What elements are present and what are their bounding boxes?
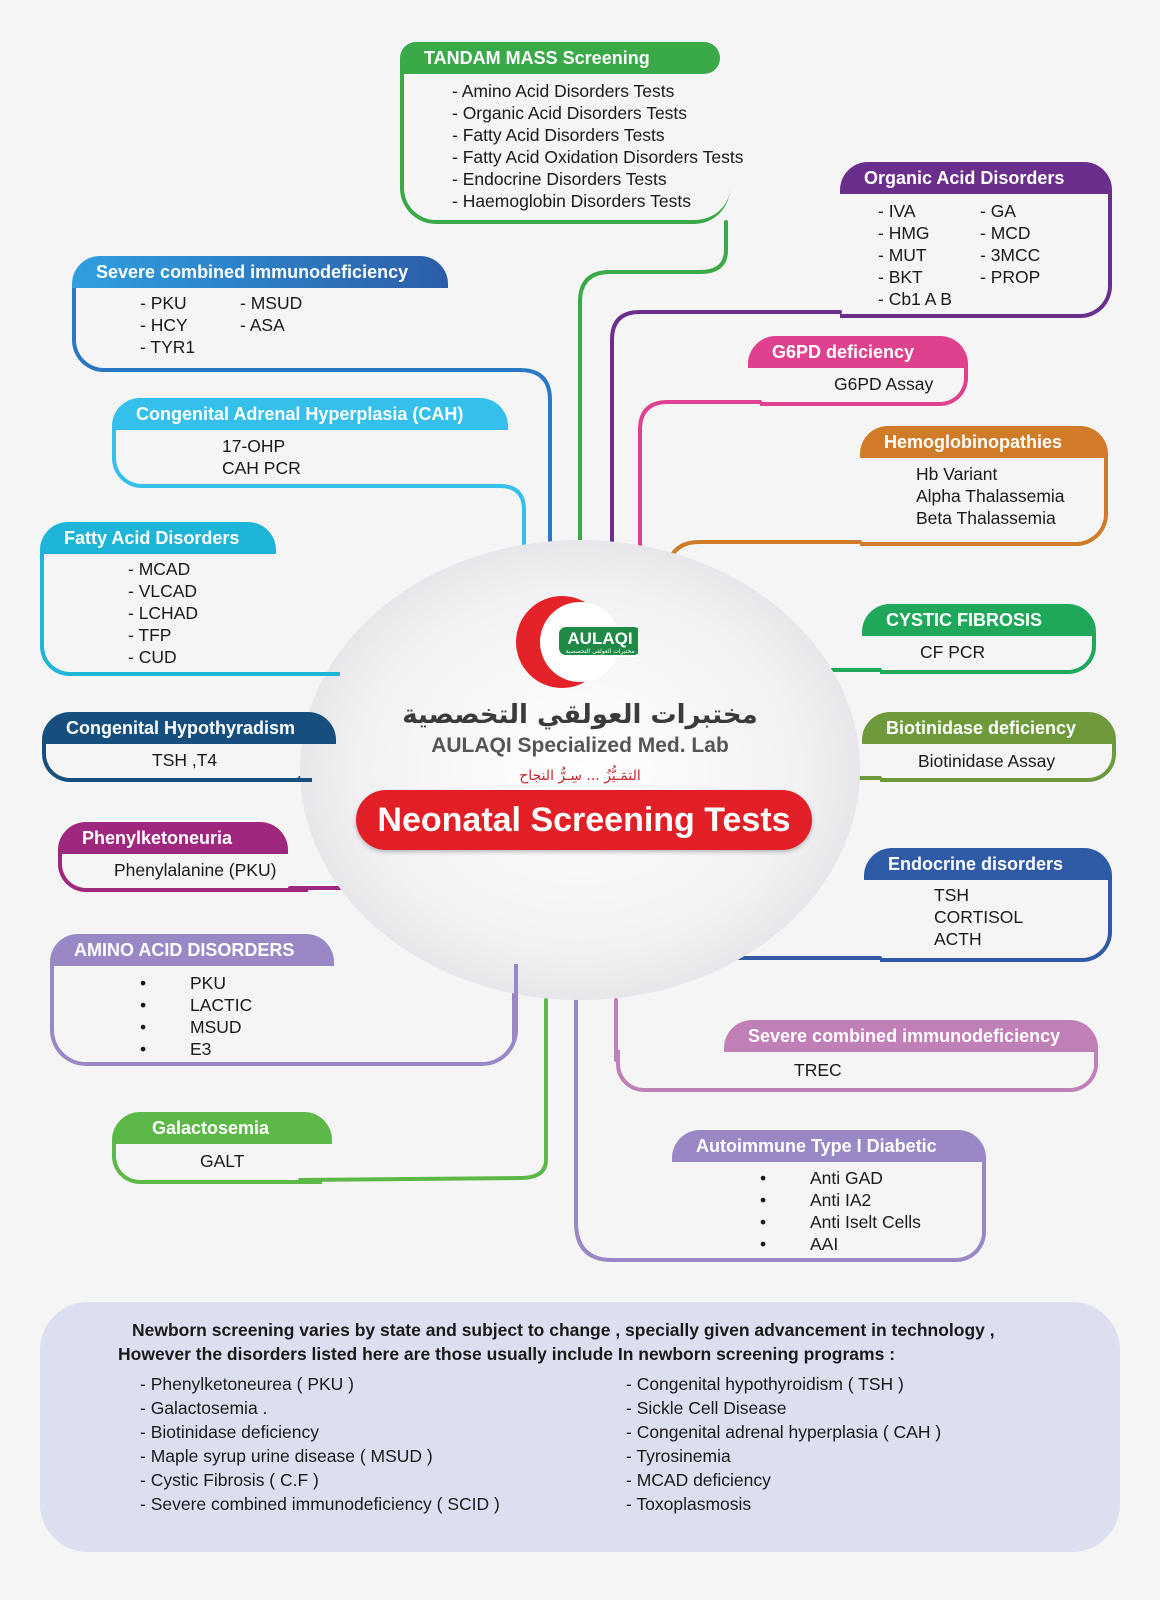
organic-item: - HMG	[878, 223, 930, 243]
autoimmune-item: • Anti IA2	[810, 1189, 921, 1211]
organic-item: - Cb1 A B	[878, 289, 952, 309]
cah-item: CAH PCR	[222, 458, 301, 478]
note-item: - Congenital adrenal hyperplasia ( CAH )	[626, 1422, 942, 1442]
cah-item: 17-OHP	[222, 436, 286, 456]
g6pd-item: G6PD Assay	[834, 374, 934, 394]
galacto-header: Galactosemia	[112, 1112, 332, 1144]
g6pd-items	[834, 373, 933, 395]
note-item: - Phenylketoneurea ( PKU )	[140, 1374, 354, 1394]
note-item: - Tyrosinemia	[626, 1446, 731, 1466]
scid-left-header: Severe combined immunodeficiency	[72, 256, 448, 288]
endocrine-items	[934, 884, 1023, 950]
tandam-item: - Haemoglobin Disorders Tests	[452, 191, 691, 211]
logo-brand-text: AULAQI	[567, 629, 633, 648]
hypothyroid-items	[152, 749, 217, 771]
scid-left-col2	[240, 292, 302, 336]
cah-header: Congenital Adrenal Hyperplasia (CAH)	[112, 398, 508, 430]
organic-header: Organic Acid Disorders	[840, 162, 1112, 194]
autoimmune-item: • AAI	[810, 1233, 921, 1255]
main-title: Neonatal Screening Tests	[356, 790, 812, 850]
galacto-items	[200, 1150, 244, 1172]
note-item: - Maple syrup urine disease ( MSUD )	[140, 1446, 433, 1466]
note-item: - Severe combined immunodeficiency ( SCID )	[140, 1494, 500, 1514]
screening-note-heading	[118, 1318, 1078, 1366]
scid-left-item: - ASA	[240, 315, 285, 335]
scid-left-item: - HCY	[140, 315, 188, 335]
cf-box	[880, 634, 1096, 674]
organic-item: - GA	[980, 201, 1016, 221]
note-item: - Toxoplasmosis	[626, 1494, 752, 1514]
biotin-header: Biotinidase deficiency	[862, 712, 1116, 744]
tandam-item: - Endocrine Disorders Tests	[452, 169, 667, 189]
hemoglobin-items	[916, 463, 1065, 529]
scid-right-item: TREC	[794, 1060, 842, 1080]
autoimmune-header: Autoimmune Type I Diabetic	[672, 1130, 986, 1162]
hypothyroid-header: Congenital Hypothyradism	[42, 712, 336, 744]
organic-item: - PROP	[980, 267, 1041, 287]
endocrine-item: CORTISOL	[934, 907, 1024, 927]
note-list-right	[626, 1372, 941, 1516]
pku-header: Phenylketoneuria	[58, 822, 288, 854]
note-item: - Sickle Cell Disease	[626, 1398, 787, 1418]
galacto-item: GALT	[200, 1151, 245, 1171]
amino-item: • E3	[190, 1038, 252, 1060]
endocrine-item: ACTH	[934, 929, 982, 949]
lab-name-arabic: مختبرات العولقي التخصصية	[402, 700, 758, 730]
note-item: - Galactosemia .	[140, 1398, 268, 1418]
organic-item: - BKT	[878, 267, 923, 287]
fatty-items	[128, 558, 198, 668]
hemoglobin-item: Beta Thalassemia	[916, 508, 1056, 528]
hemoglobin-item: Hb Variant	[916, 464, 998, 484]
fatty-item: - VLCAD	[128, 581, 198, 601]
autoimmune-items	[810, 1167, 921, 1255]
tandam-item: - Amino Acid Disorders Tests	[452, 81, 675, 101]
g6pd-header: G6PD deficiency	[748, 336, 968, 368]
amino-box	[50, 964, 518, 1066]
scid-right-header: Severe combined immunodeficiency	[724, 1020, 1098, 1052]
cf-item: CF PCR	[920, 642, 986, 662]
fatty-item: - CUD	[128, 647, 177, 667]
amino-items	[190, 972, 252, 1060]
scid-right-items	[794, 1059, 842, 1081]
organic-item: - IVA	[878, 201, 916, 221]
amino-item: • LACTIC	[190, 994, 252, 1016]
organic-col1	[878, 200, 952, 310]
organic-item: - MUT	[878, 245, 927, 265]
organic-item: - MCD	[980, 223, 1031, 243]
fatty-item: - TFP	[128, 625, 172, 645]
note-item: - Cystic Fibrosis ( C.F )	[140, 1470, 319, 1490]
note-item: - MCAD deficiency	[626, 1470, 771, 1490]
note-line-2: However the disorders listed here are those usually include In newborn screening programs :	[118, 1344, 896, 1364]
amino-item: • PKU	[190, 972, 252, 994]
hemoglobin-item: Alpha Thalassemia	[916, 486, 1065, 506]
note-line-1: Newborn screening varies by state and subject to change , specially given advancement in technology ,	[132, 1320, 995, 1340]
lab-motto: التمَـيُّزُ ... سِـرُّ النجاح	[519, 768, 641, 784]
tandam-header: TANDAM MASS Screening	[400, 42, 720, 74]
note-item: - Congenital hypothyroidism ( TSH )	[626, 1374, 904, 1394]
note-item: - Biotinidase deficiency	[140, 1422, 319, 1442]
tandam-item: - Fatty Acid Oxidation Disorders Tests	[452, 147, 744, 167]
fatty-item: - LCHAD	[128, 603, 199, 623]
endocrine-header: Endocrine disorders	[864, 848, 1112, 880]
amino-header: AMINO ACID DISORDERS	[50, 934, 334, 966]
scid-left-item: - MSUD	[240, 293, 303, 313]
autoimmune-item: • Anti Iselt Cells	[810, 1211, 921, 1233]
scid-left-col1	[140, 292, 195, 358]
note-list-left	[140, 1372, 500, 1516]
scid-left-item: - TYR1	[140, 337, 196, 357]
organic-item: - 3MCC	[980, 245, 1041, 265]
autoimmune-item: • Anti GAD	[810, 1167, 921, 1189]
tandam-item: - Organic Acid Disorders Tests	[452, 103, 688, 123]
hypothyroid-item: TSH ,T4	[152, 750, 218, 770]
pku-items	[114, 859, 276, 881]
aulaqi-logo	[510, 594, 638, 690]
cah-items	[222, 435, 301, 479]
endocrine-item: TSH	[934, 885, 969, 905]
cf-items	[920, 641, 985, 663]
fatty-header: Fatty Acid Disorders	[40, 522, 276, 554]
fatty-item: - MCAD	[128, 559, 191, 579]
lab-name-english: AULAQI Specialized Med. Lab	[431, 734, 729, 757]
tandam-item: - Fatty Acid Disorders Tests	[452, 125, 665, 145]
scid-left-item: - PKU	[140, 293, 187, 313]
scid-right-box	[616, 1050, 1098, 1092]
biotin-item: Biotinidase Assay	[918, 751, 1056, 771]
connector-autoimmune	[576, 1000, 700, 1260]
logo-arabic-text: مختبرات العولقي التخصصية	[565, 648, 635, 655]
hemoglobin-header: Hemoglobinopathies	[860, 426, 1108, 458]
amino-item: • MSUD	[190, 1016, 252, 1038]
cf-header: CYSTIC FIBROSIS	[862, 604, 1096, 636]
pku-item: Phenylalanine (PKU)	[114, 860, 277, 880]
tandam-items	[452, 80, 743, 212]
organic-col2	[980, 200, 1040, 288]
biotin-items	[918, 750, 1055, 772]
